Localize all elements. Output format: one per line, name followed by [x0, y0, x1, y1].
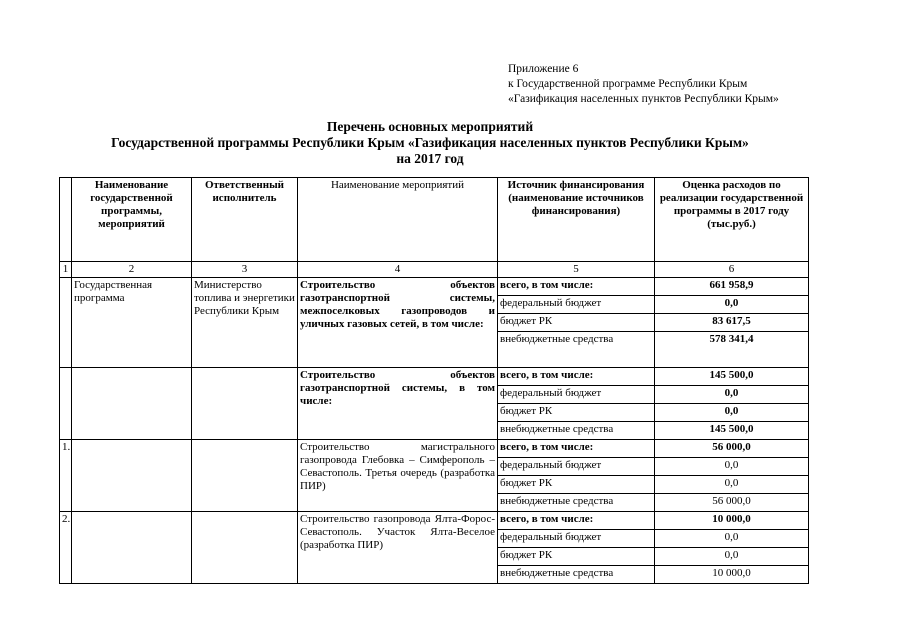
appendix-line-1: Приложение 6: [508, 63, 579, 75]
source-total: всего, в том числе:: [498, 439, 655, 457]
header-measure: Наименование мероприятий: [298, 178, 498, 262]
title-line-1: Перечень основных мероприятий: [326, 119, 534, 134]
executor-name: [192, 367, 298, 439]
column-number: 3: [192, 262, 298, 278]
appendix-line-3: «Газификация населенных пунктов Республики Крым»: [508, 93, 779, 105]
source-rk: бюджет РК: [498, 475, 655, 493]
header-executor: Ответственный исполнитель: [192, 178, 298, 262]
table-row: [60, 511, 809, 529]
column-number: 4: [298, 262, 498, 278]
source-rk: бюджет РК: [498, 403, 655, 421]
appendix-note: [508, 62, 779, 107]
header-source: Источник финансирования (наименование источников финансирования): [498, 178, 655, 262]
row-number: 1.: [60, 439, 72, 511]
table-row: [60, 439, 809, 457]
program-name: [72, 511, 192, 583]
value-federal: 0,0: [655, 296, 809, 314]
appendix-line-2: к Государственной программе Республики Крым: [508, 78, 748, 90]
document-title: [0, 119, 860, 167]
measures-table: [59, 177, 809, 584]
header-row: [60, 178, 809, 262]
row-number: [60, 367, 72, 439]
executor-name: [192, 511, 298, 583]
value-extra: 578 341,4: [655, 332, 809, 350]
source-extra: внебюджетные средства: [498, 421, 655, 439]
column-number: 6: [655, 262, 809, 278]
title-line-3: на 2017 год: [396, 151, 464, 166]
executor-name: Министерство топлива и энергетики Республики Крым: [192, 278, 298, 368]
header-cell-1: [60, 178, 72, 262]
source-total: всего, в том числе:: [498, 278, 655, 296]
header-cost: Оценка расходов по реализации государственной программы в 2017 году (тыс.руб.): [655, 178, 809, 262]
value-total: 661 958,9: [655, 278, 809, 296]
value-extra: 10 000,0: [655, 565, 809, 583]
value-extra: 56 000,0: [655, 493, 809, 511]
program-name: Государственная программа: [72, 278, 192, 368]
executor-name: [192, 439, 298, 511]
source-extra: внебюджетные средства: [498, 332, 655, 350]
measure-name: Строительство магистрального газопровода Глебовка – Симферополь – Севастополь. Третья очередь (разработка ПИР): [298, 439, 498, 511]
value-rk: 0,0: [655, 403, 809, 421]
value-total: 10 000,0: [655, 511, 809, 529]
value-rk: 0,0: [655, 475, 809, 493]
value-extra: 145 500,0: [655, 421, 809, 439]
table-row: [60, 367, 809, 385]
title-line-2: Государственной программы Республики Крым «Газификация населенных пунктов Республики Крым»: [111, 135, 749, 150]
column-number: 2: [72, 262, 192, 278]
empty-cell: [498, 349, 655, 367]
value-total: 145 500,0: [655, 367, 809, 385]
source-rk: бюджет РК: [498, 547, 655, 565]
column-number: 5: [498, 262, 655, 278]
source-federal: федеральный бюджет: [498, 296, 655, 314]
column-number: 1: [60, 262, 72, 278]
value-rk: 0,0: [655, 547, 809, 565]
value-federal: 0,0: [655, 385, 809, 403]
measure-name: Строительство объектов газотранспортной системы, в том числе:: [298, 367, 498, 439]
value-federal: 0,0: [655, 529, 809, 547]
value-federal: 0,0: [655, 457, 809, 475]
program-name: [72, 367, 192, 439]
source-total: всего, в том числе:: [498, 511, 655, 529]
value-total: 56 000,0: [655, 439, 809, 457]
table-row: [60, 278, 809, 296]
measure-name: Строительство объектов газотранспортной системы, межпоселковых газопроводов и уличных газовых сетей, в том числе:: [298, 278, 498, 368]
measure-name: Строительство газопровода Ялта-Форос-Севастополь. Участок Ялта-Веселое (разработка ПИР): [298, 511, 498, 583]
empty-cell: [655, 349, 809, 367]
source-rk: бюджет РК: [498, 314, 655, 332]
source-federal: федеральный бюджет: [498, 457, 655, 475]
source-federal: федеральный бюджет: [498, 529, 655, 547]
header-program: Наименование государственной программы, мероприятий: [72, 178, 192, 262]
program-name: [72, 439, 192, 511]
source-extra: внебюджетные средства: [498, 493, 655, 511]
row-number: 2.: [60, 511, 72, 583]
source-extra: внебюджетные средства: [498, 565, 655, 583]
value-rk: 83 617,5: [655, 314, 809, 332]
row-number: [60, 278, 72, 368]
source-federal: федеральный бюджет: [498, 385, 655, 403]
column-number-row: [60, 262, 809, 278]
source-total: всего, в том числе:: [498, 367, 655, 385]
